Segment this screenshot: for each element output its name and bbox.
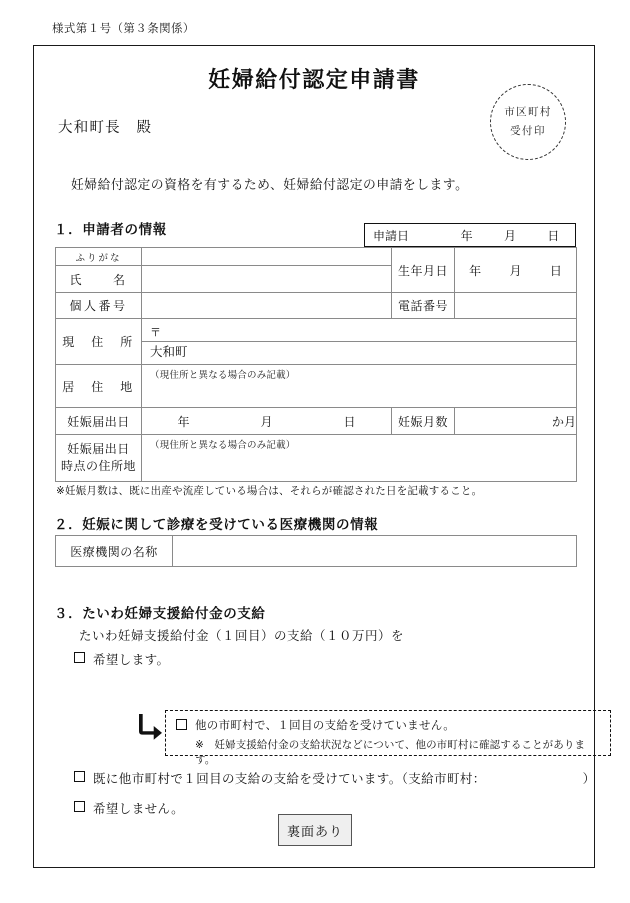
pregnancy-report-date-fields[interactable] (142, 408, 392, 435)
report-address-label (56, 435, 142, 482)
pregnancy-months-input[interactable]: か月 (455, 408, 577, 435)
table-row-medical-institution (56, 536, 577, 567)
table-row-current-address (56, 319, 577, 365)
name-label: 氏 名 (56, 266, 142, 293)
intro-statement: 妊婦給付認定の資格を有するため、妊婦給付認定の申請をします。 (71, 177, 469, 192)
application-date-label: 申請日 (373, 228, 410, 243)
phone-input[interactable] (455, 293, 577, 319)
nested-note: ※ 妊婦支援給付金の支給状況などについて、他の市町村に確認することがあります。 (195, 739, 586, 766)
checkbox-option-already-paid[interactable] (74, 769, 594, 787)
medical-institution-label: 医療機関の名称 (56, 536, 173, 567)
checkbox-option-not-received-label: 他の市町村で、１回目の支給を受けていません。 (195, 720, 456, 732)
pregnancy-report-month: 月 (260, 414, 273, 429)
application-date-fields[interactable] (445, 227, 575, 244)
birthdate-label: 生年月日 (392, 248, 455, 293)
report-address-label-line2: 時点の住所地 (60, 459, 136, 473)
section3-heading: ３．たいわ妊婦支援給付金の支給 (54, 606, 266, 621)
current-address-label: 現 住 所 (56, 319, 142, 365)
seal-line-2: 受付印 (510, 125, 546, 137)
birthdate-day: 日 (549, 263, 562, 278)
application-date-year: 年 (460, 228, 473, 243)
checkbox-option-no-hope-label: 希望しません。 (93, 802, 185, 816)
applicant-info-table (55, 247, 577, 482)
current-address-value[interactable]: 大和町 (150, 345, 188, 359)
pregnancy-months-label: 妊娠月数 (392, 408, 455, 435)
addressee: 大和町長 殿 (58, 120, 153, 136)
checkbox-option-hope-label: 希望します。 (93, 653, 170, 667)
checkbox-icon[interactable] (74, 652, 85, 663)
report-address-input[interactable] (142, 435, 577, 482)
application-date-day: 日 (547, 228, 560, 243)
checkbox-option-hope[interactable] (74, 650, 169, 668)
back-side-notice-button[interactable]: 裏面あり (278, 814, 352, 846)
report-address-label-line1: 妊娠届出日 (67, 441, 130, 456)
residence-label: 居 住 地 (56, 365, 142, 408)
report-address-value[interactable] (142, 451, 150, 465)
section2-heading: ２．妊娠に関して診療を受けている医療機関の情報 (54, 517, 379, 532)
checkbox-option-not-received-elsewhere[interactable] (176, 717, 604, 733)
table-row-residence (56, 365, 577, 408)
page-title: 妊婦給付認定申請書 (208, 67, 420, 92)
current-address-input[interactable] (142, 319, 577, 365)
pregnancy-report-year: 年 (177, 414, 190, 429)
nested-confirmation-box (165, 710, 611, 766)
application-date-month: 月 (503, 228, 516, 243)
residence-value[interactable] (142, 381, 150, 395)
table-row-report-address (56, 435, 577, 482)
checkbox-option-no-hope[interactable] (74, 799, 184, 817)
arrow-down-right-icon (138, 714, 164, 744)
medical-institution-input[interactable] (173, 536, 577, 567)
report-address-note: （現住所と異なる場合のみ記載） (150, 440, 296, 451)
furigana-label: ふりがな (56, 248, 142, 266)
section1-footnote: ※妊娠月数は、既に出産や流産している場合は、それらが確認された日を記載すること。 (56, 485, 483, 497)
checkbox-icon[interactable] (74, 771, 85, 782)
table-row-furigana (56, 248, 577, 266)
checkbox-icon[interactable] (74, 801, 85, 812)
checkbox-option-already-paid-label: 既に他市町村で１回目の支給の支給を受けています。（支給市町村： ） (93, 772, 596, 786)
seal-line-1: 市区町村 (504, 105, 552, 118)
municipal-receipt-seal (490, 84, 566, 160)
pregnancy-report-day: 日 (343, 414, 356, 429)
table-row-mynumber (56, 293, 577, 319)
table-row-pregnancy-report (56, 408, 577, 435)
birthdate-year: 年 (469, 263, 482, 278)
form-number: 様式第１号（第３条関係） (52, 23, 195, 35)
pregnancy-report-date-label: 妊娠届出日 (56, 408, 142, 435)
furigana-input[interactable] (142, 248, 392, 266)
application-date-box[interactable] (364, 223, 576, 247)
birthdate-fields[interactable] (455, 248, 577, 293)
mynumber-input[interactable] (142, 293, 392, 319)
mynumber-label: 個人番号 (56, 293, 142, 319)
section1-heading: １．申請者の情報 (54, 222, 167, 237)
checkbox-icon[interactable] (176, 719, 187, 730)
residence-note: （現住所と異なる場合のみ記載） (150, 370, 296, 381)
birthdate-month: 月 (509, 263, 522, 278)
phone-label: 電話番号 (392, 293, 455, 319)
name-input[interactable] (142, 266, 392, 293)
section3-subtitle: たいわ妊婦支援給付金（１回目）の支給（１０万円）を (79, 629, 405, 643)
postal-code-field[interactable]: 〒 (142, 323, 576, 342)
residence-input[interactable] (142, 365, 577, 408)
medical-institution-table (55, 535, 577, 567)
form-page-frame (33, 45, 595, 868)
